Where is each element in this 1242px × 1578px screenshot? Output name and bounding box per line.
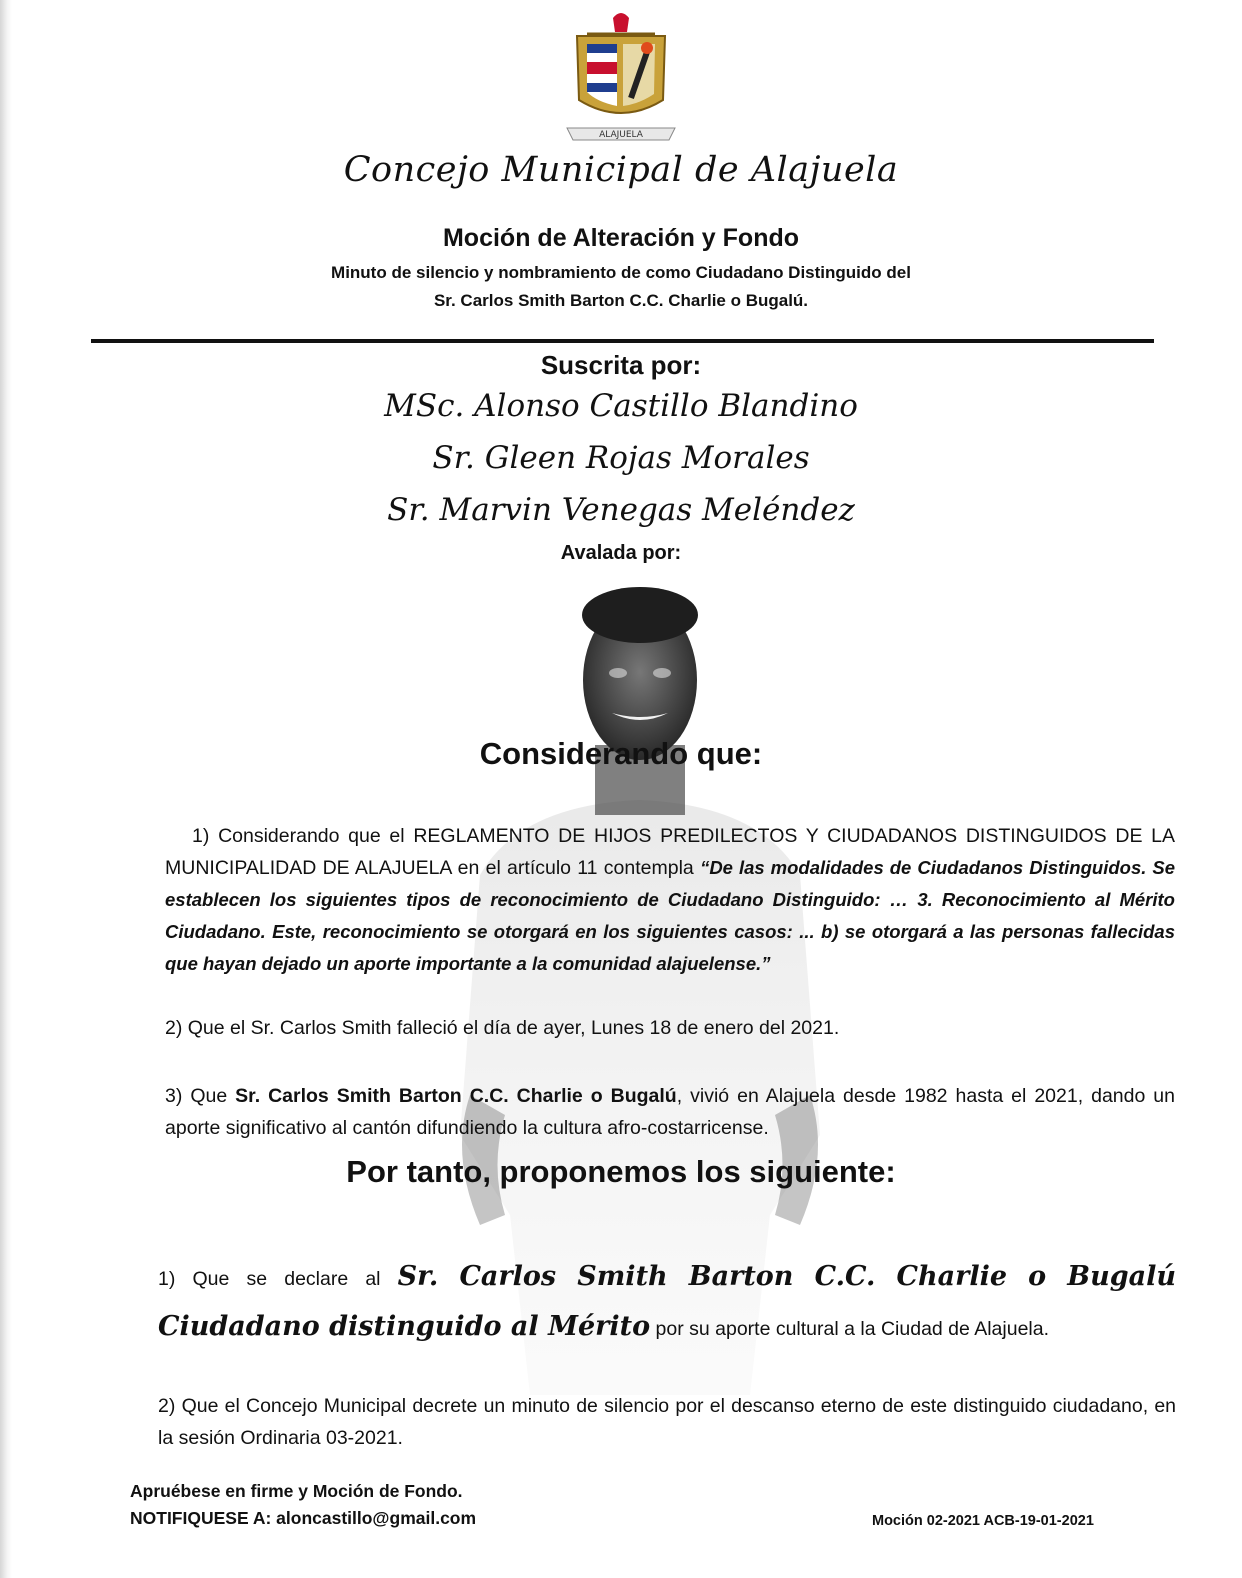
regulation-quote: “De las modalidades de Ciudadanos Distinguidos. Se establecen los siguientes tipos de reconocimiento de Ciudadano Distinguido: … 3. Reconocimiento al Mérito Ciudadano. Este, reconocimiento se otorgará en los siguientes casos: ... b) se otorgará a las personas fallecidas que hayan dejado un aporte importante a la comunidad alajuelense.”	[165, 857, 1176, 974]
svg-text:ALAJUELA: ALAJUELA	[599, 130, 643, 140]
item-prefix: Que se declare al	[192, 1268, 381, 1290]
endorsed-heading: Avalada por:	[560, 542, 682, 564]
considering-item-3	[165, 1080, 1175, 1144]
motion-subtitle-line1: Minuto de silencio y nombramiento de como Ciudadano Distinguido del	[331, 263, 911, 282]
item-number: 2)	[165, 1017, 183, 1039]
signer-name: Sr. Gleen Rojas Morales	[432, 440, 810, 476]
proposal-item-2	[158, 1390, 1176, 1454]
therefore-heading: Por tanto, proponemos los siguiente:	[346, 1154, 896, 1189]
footer-block	[130, 1478, 476, 1532]
council-name: Concejo Municipal de Alajuela	[343, 150, 899, 190]
item-text: por su aporte cultural a la Ciudad de Alajuela.	[650, 1318, 1050, 1340]
item-number: 1)	[158, 1268, 176, 1290]
alajuela-crest-logo	[557, 8, 685, 148]
item-prefix: Que	[190, 1085, 228, 1107]
notify-text: NOTIFIQUESE A: aloncastillo@gmail.com	[130, 1508, 477, 1528]
signer-name: MSc. Alonso Castillo Blandino	[384, 388, 858, 424]
motion-subtitle-line2: Sr. Carlos Smith Barton C.C. Charlie o Bugalú.	[433, 291, 809, 310]
motion-title: Moción de Alteración y Fondo	[442, 224, 800, 252]
considering-item-2	[165, 1012, 1175, 1044]
proposal-item-1	[158, 1252, 1176, 1352]
divider-rule	[91, 339, 1154, 343]
item-number: 1)	[192, 825, 210, 847]
honoree-title: Sr. Carlos Smith Barton C.C. Charlie o Bugalú Ciudadano distinguido al Mérito	[158, 1261, 1177, 1342]
item-number: 3)	[165, 1085, 183, 1107]
motion-subtitle	[0, 259, 1242, 315]
subscribed-heading: Suscrita por:	[540, 350, 702, 380]
considering-item-1	[165, 820, 1175, 980]
motion-reference: Moción 02-2021 ACB-19-01-2021	[872, 1513, 1094, 1529]
item-text: Que el Sr. Carlos Smith falleció el día de ayer, Lunes 18 de enero del 2021.	[187, 1017, 840, 1039]
item-text: , vivió en Alajuela desde 1982 hasta el 2021, dando un aporte significativo al cantón difundiendo la cultura afro-costarricense.	[165, 1085, 1175, 1139]
item-text: Considerando que el REGLAMENTO DE HIJOS PREDILECTOS Y CIUDADANOS DISTINGUIDOS DE LA MUNICIPALIDAD DE ALAJUELA en el artículo 11 contempla	[165, 825, 1176, 879]
honoree-name: Sr. Carlos Smith Barton C.C. Charlie o Bugalú	[235, 1085, 677, 1107]
signer-name: Sr. Marvin Venegas Meléndez	[387, 492, 855, 528]
considering-heading: Considerando que:	[479, 736, 763, 771]
approval-text: Apruébese en firme y Moción de Fondo.	[130, 1481, 463, 1501]
item-number: 2)	[158, 1395, 176, 1417]
item-text: Que el Concejo Municipal decrete un minuto de silencio por el descanso eterno de este distinguido ciudadano, en la sesión Ordinaria 03-2021.	[158, 1395, 1177, 1449]
